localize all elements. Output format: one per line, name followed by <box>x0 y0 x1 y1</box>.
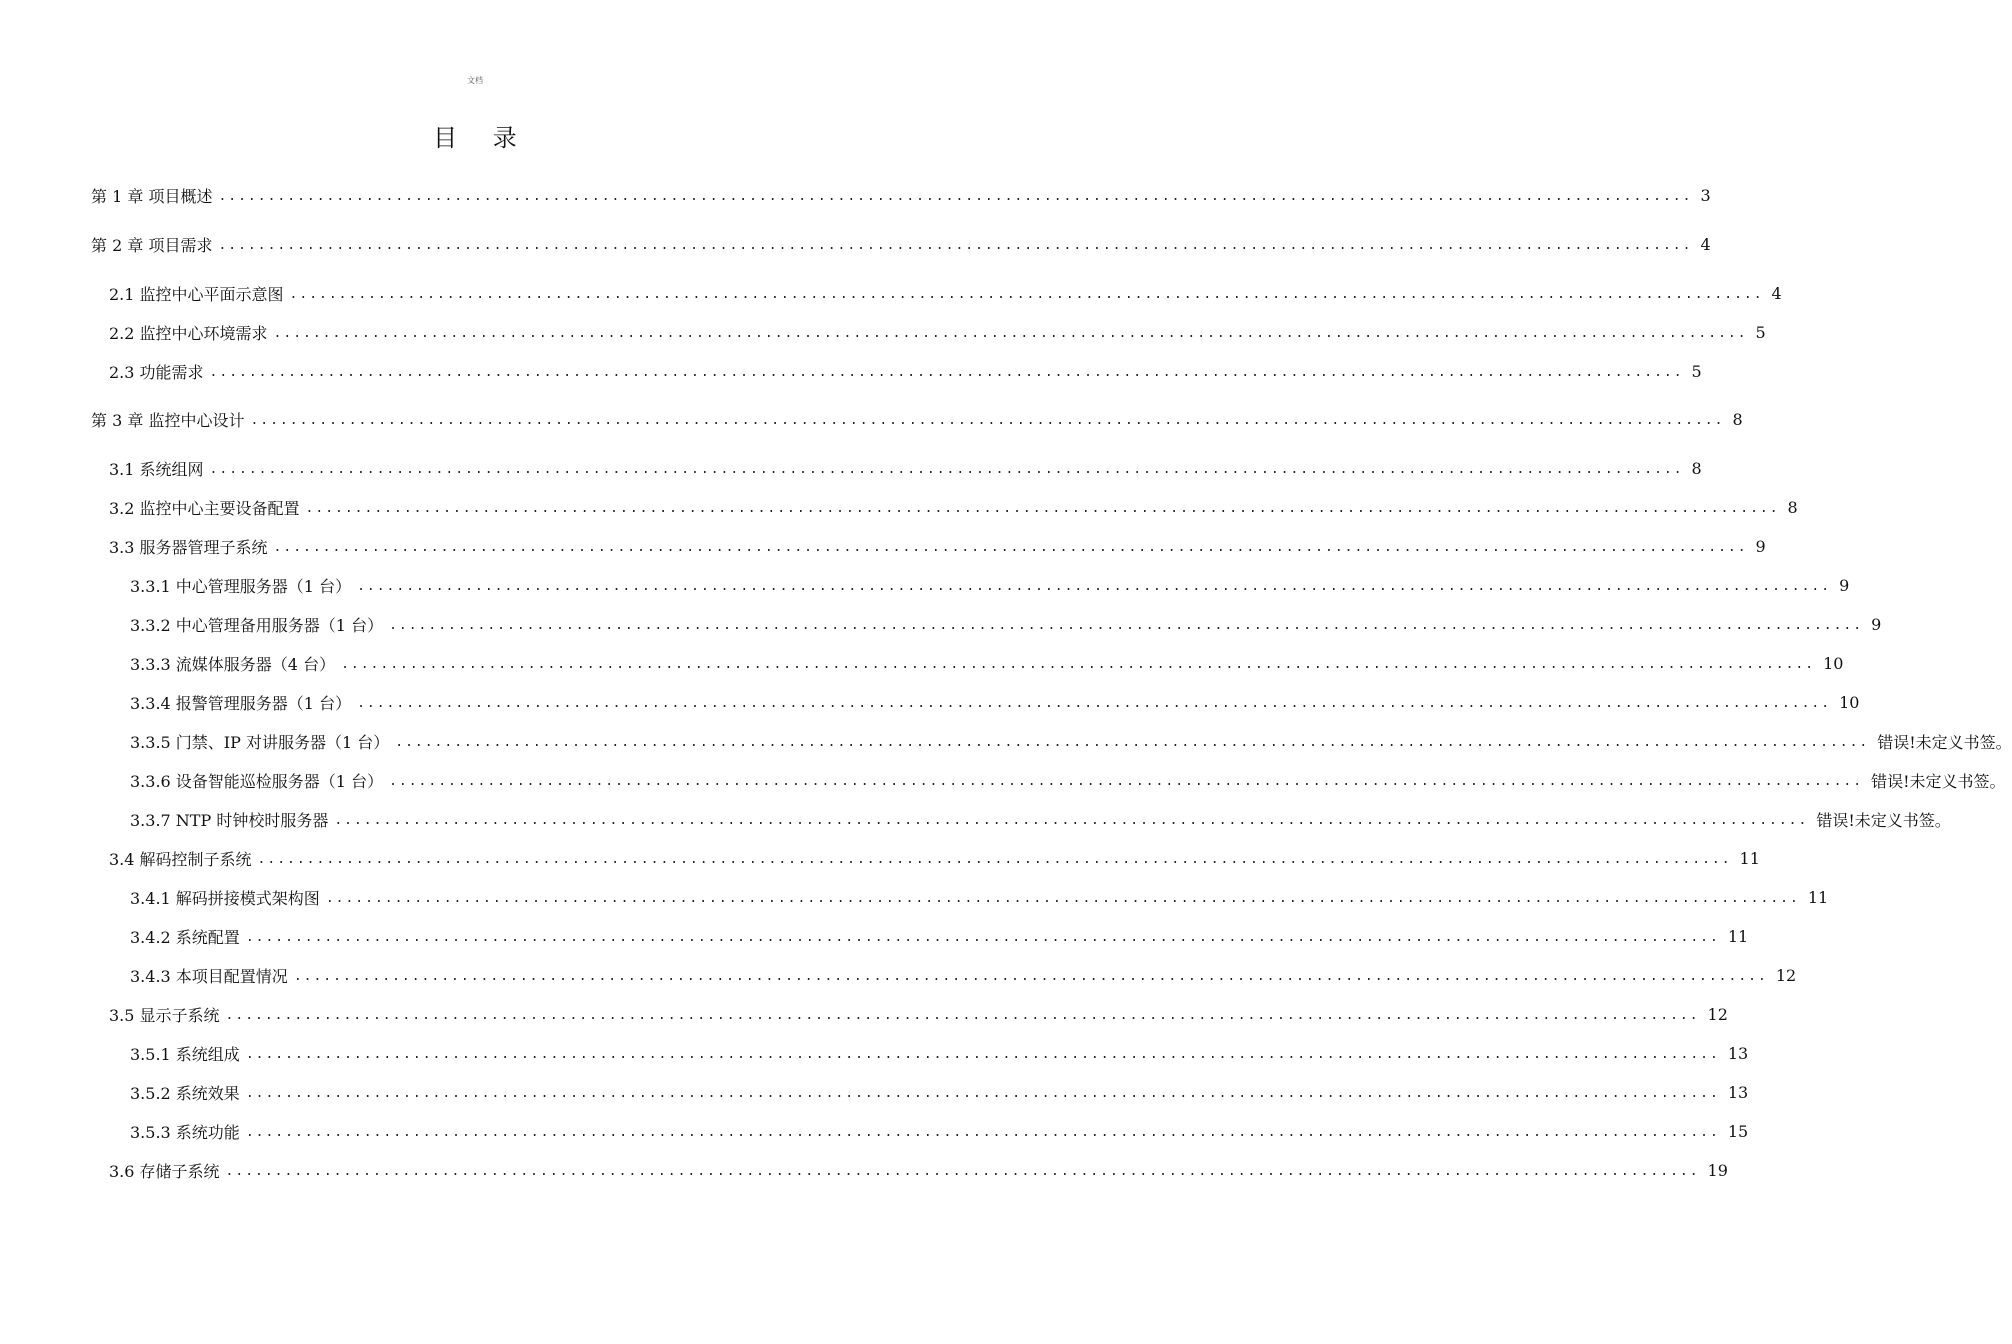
toc-title: 目 录 <box>433 124 531 152</box>
toc-dot-leader: ...................................................................................................................................................... <box>245 1046 1720 1062</box>
toc-dot-leader: ...................................................................................................................................................... <box>389 617 1864 633</box>
toc-entry[interactable] <box>130 1041 1749 1065</box>
toc-entry-label: 3.4.2 系统配置 <box>130 927 240 947</box>
toc-entry-page: 13 <box>1727 1043 1749 1063</box>
toc-entry-label: 3.3.3 流媒体服务器（4 台） <box>130 654 336 674</box>
toc-dot-leader: ...................................................................................................................................................... <box>289 286 1764 302</box>
toc-entry-page: 11 <box>1739 848 1760 868</box>
toc-dot-leader: ...................................................................................................................................................... <box>218 237 1693 253</box>
toc-dot-leader: ...................................................................................................................................................... <box>325 890 1800 906</box>
toc-entry-page: 11 <box>1727 926 1749 946</box>
toc-dot-leader: ...................................................................................................................................................... <box>293 968 1768 984</box>
toc-entry-label: 2.2 监控中心环境需求 <box>109 323 268 343</box>
toc-dot-leader: ...................................................................................................................................................... <box>245 1124 1720 1140</box>
toc-dot-leader: ...................................................................................................................................................... <box>209 461 1684 477</box>
toc-entry[interactable] <box>130 768 2006 792</box>
toc-entry[interactable] <box>130 729 2012 753</box>
toc-dot-leader: ...................................................................................................................................................... <box>245 1085 1720 1101</box>
toc-dot-leader: ...................................................................................................................................................... <box>250 412 1725 428</box>
toc-entry-label: 3.3.1 中心管理服务器（1 台） <box>130 576 352 596</box>
toc-entry[interactable] <box>109 1158 1728 1182</box>
toc-entry-page: 12 <box>1707 1004 1728 1024</box>
toc-dot-leader: ...................................................................................................................................................... <box>389 773 1864 789</box>
toc-entry[interactable] <box>130 807 1951 831</box>
toc-entry-label: 3.5 显示子系统 <box>109 1005 220 1025</box>
toc-dot-leader: ...................................................................................................................................................... <box>334 812 1809 828</box>
toc-entry-label: 3.6 存储子系统 <box>109 1161 220 1181</box>
toc-entry-page: 错误!未定义书签。 <box>1816 810 1951 830</box>
toc-entry[interactable] <box>91 183 1711 207</box>
toc-entry[interactable] <box>130 573 1850 597</box>
toc-dot-leader: ...................................................................................................................................................... <box>305 500 1780 516</box>
toc-entry[interactable] <box>109 1002 1728 1026</box>
toc-entry-page: 13 <box>1727 1082 1749 1102</box>
toc-entry-label: 第 1 章 项目概述 <box>91 186 213 206</box>
toc-dot-leader: ...................................................................................................................................................... <box>209 364 1684 380</box>
toc-entry[interactable] <box>91 232 1711 256</box>
toc-entry-label: 3.3.2 中心管理备用服务器（1 台） <box>130 615 384 635</box>
toc-entry-page: 15 <box>1727 1121 1749 1141</box>
toc-entry-label: 3.3 服务器管理子系统 <box>109 537 268 557</box>
toc-entry-page: 5 <box>1755 322 1766 342</box>
toc-entry[interactable] <box>130 1080 1749 1104</box>
toc-entry-label: 3.1 系统组网 <box>109 459 204 479</box>
toc-entry[interactable] <box>130 924 1749 948</box>
toc-dot-leader: ...................................................................................................................................................... <box>218 188 1693 204</box>
toc-entry-page: 5 <box>1691 361 1702 381</box>
toc-entry-page: 10 <box>1839 692 1860 712</box>
toc-entry-label: 3.3.5 门禁、IP 对讲服务器（1 台） <box>130 732 390 752</box>
toc-dot-leader: ...................................................................................................................................................... <box>273 325 1748 341</box>
toc-entry-page: 9 <box>1839 575 1850 595</box>
toc-entry-page: 9 <box>1871 614 1882 634</box>
toc-dot-leader: ...................................................................................................................................................... <box>225 1007 1700 1023</box>
toc-dot-leader: ...................................................................................................................................................... <box>245 929 1720 945</box>
toc-entry-label: 3.4 解码控制子系统 <box>109 849 252 869</box>
toc-dot-leader: ...................................................................................................................................................... <box>357 578 1832 594</box>
toc-entry-page: 9 <box>1755 536 1766 556</box>
toc-entry[interactable] <box>109 281 1782 305</box>
toc-entry[interactable] <box>130 963 1797 987</box>
toc-entry[interactable] <box>109 359 1702 383</box>
toc-entry-label: 2.1 监控中心平面示意图 <box>109 284 284 304</box>
toc-entry-label: 3.3.4 报警管理服务器（1 台） <box>130 693 352 713</box>
toc-entry[interactable] <box>109 846 1760 870</box>
toc-entry-page: 错误!未定义书签。 <box>1871 771 2006 791</box>
toc-entry[interactable] <box>109 320 1766 344</box>
toc-entry-label: 3.3.7 NTP 时钟校时服务器 <box>130 810 329 830</box>
toc-entry[interactable] <box>109 495 1798 519</box>
toc-entry[interactable] <box>130 690 1860 714</box>
toc-entry[interactable] <box>109 534 1766 558</box>
toc-dot-leader: ...................................................................................................................................................... <box>273 539 1748 555</box>
toc-entry[interactable] <box>109 456 1702 480</box>
toc-entry-label: 3.5.3 系统功能 <box>130 1122 240 1142</box>
toc-entry[interactable] <box>91 407 1743 431</box>
toc-entry-page: 4 <box>1700 234 1711 254</box>
toc-entry-label: 第 2 章 项目需求 <box>91 235 213 255</box>
toc-entry-label: 2.3 功能需求 <box>109 362 204 382</box>
toc-dot-leader: ...................................................................................................................................................... <box>357 695 1832 711</box>
toc-entry-page: 8 <box>1732 409 1743 429</box>
toc-dot-leader: ...................................................................................................................................................... <box>225 1163 1700 1179</box>
toc-entry-page: 3 <box>1700 185 1711 205</box>
toc-entry-page: 错误!未定义书签。 <box>1877 732 2012 752</box>
toc-entry-label: 3.4.3 本项目配置情况 <box>130 966 288 986</box>
toc-entry-page: 10 <box>1823 653 1844 673</box>
toc-dot-leader: ...................................................................................................................................................... <box>257 851 1732 867</box>
toc-entry-label: 3.5.1 系统组成 <box>130 1044 240 1064</box>
toc-entry-label: 3.5.2 系统效果 <box>130 1083 240 1103</box>
toc-entry-page: 11 <box>1807 887 1829 907</box>
toc-entry-label: 3.3.6 设备智能巡检服务器（1 台） <box>130 771 384 791</box>
toc-entry-page: 12 <box>1775 965 1797 985</box>
toc-entry[interactable] <box>130 651 1844 675</box>
toc-entry-label: 第 3 章 监控中心设计 <box>91 410 245 430</box>
toc-dot-leader: ...................................................................................................................................................... <box>341 656 1816 672</box>
toc-entry-page: 19 <box>1707 1160 1728 1180</box>
toc-entry-page: 8 <box>1691 458 1702 478</box>
toc-entry-page: 4 <box>1771 283 1782 303</box>
page-header-mark: 文档 <box>467 76 483 85</box>
toc-entry[interactable] <box>130 885 1829 909</box>
toc-entry[interactable] <box>130 612 1882 636</box>
toc-entry-page: 8 <box>1787 497 1798 517</box>
toc-entry[interactable] <box>130 1119 1749 1143</box>
toc-dot-leader: ...................................................................................................................................................... <box>395 734 1870 750</box>
toc-entry-label: 3.4.1 解码拼接模式架构图 <box>130 888 320 908</box>
toc-entry-label: 3.2 监控中心主要设备配置 <box>109 498 300 518</box>
